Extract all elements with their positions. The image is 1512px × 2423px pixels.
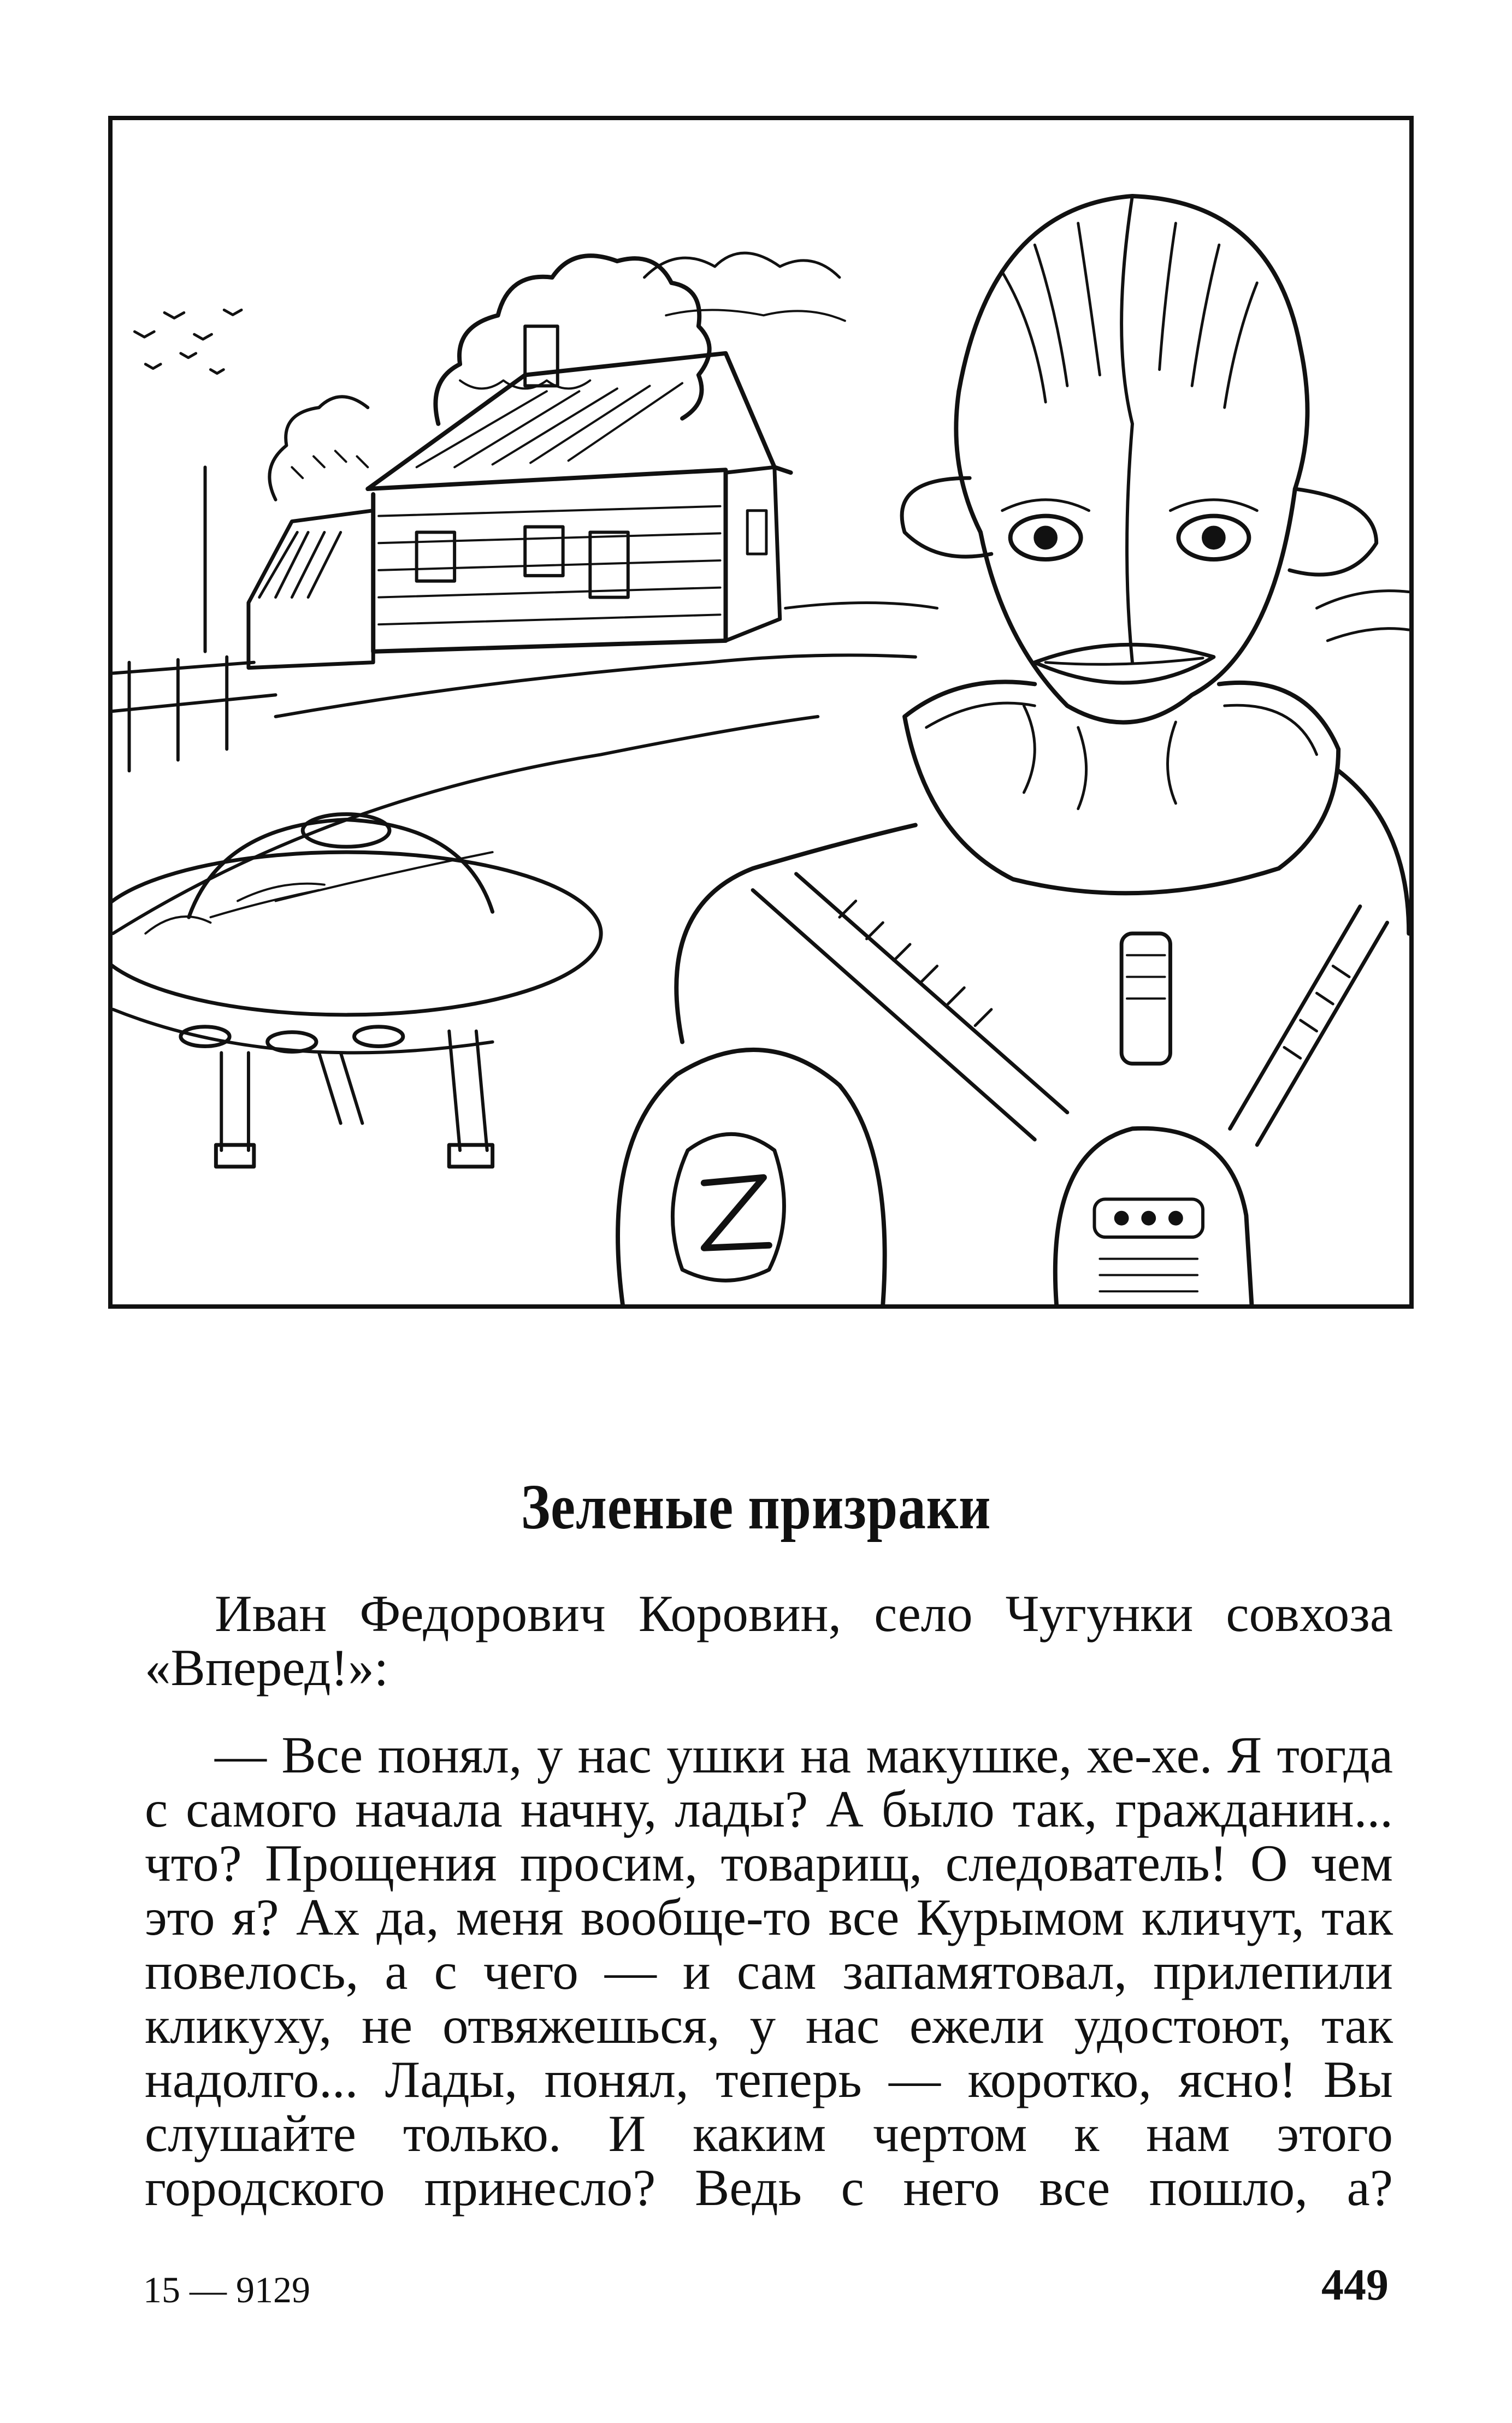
paragraph-intro [145, 1587, 1393, 1695]
page-number: 449 [1321, 2260, 1389, 2309]
chapter-title: Зеленые призраки [521, 1471, 991, 1543]
paragraph-text: — Все понял, у нас ушки на макушке, хе-хе. Я тогда с самого начала начну, лады? А было так, гражданин... что? Прощения просим, товарищ, следователь! О чем это я? Ах да, меня вообще-то все Курымом кличут, так повелось, а с чего — и сам запамятовал, прилепили кликуху, не отвяжешься, у нас ежели удостоют, так надолго... Лады, понял, теперь — коротко, ясно! Вы слушайте только. И каким чертом к нам этого городского принесло? Ведь с него все пошло, а? [145, 1726, 1393, 2217]
printer-signature-mark: 15 — 9129 [143, 2269, 310, 2310]
illustration-frame [108, 116, 1414, 1309]
paragraph-dialogue [145, 1728, 1393, 2215]
flying-saucer [113, 814, 601, 1167]
alien-head [902, 196, 1377, 809]
alien-illustration [113, 120, 1409, 1304]
paragraph-text: Иван Федорович Коровин, село Чугунки совхоза «Вперед!»: [145, 1585, 1393, 1697]
birds [134, 310, 241, 373]
